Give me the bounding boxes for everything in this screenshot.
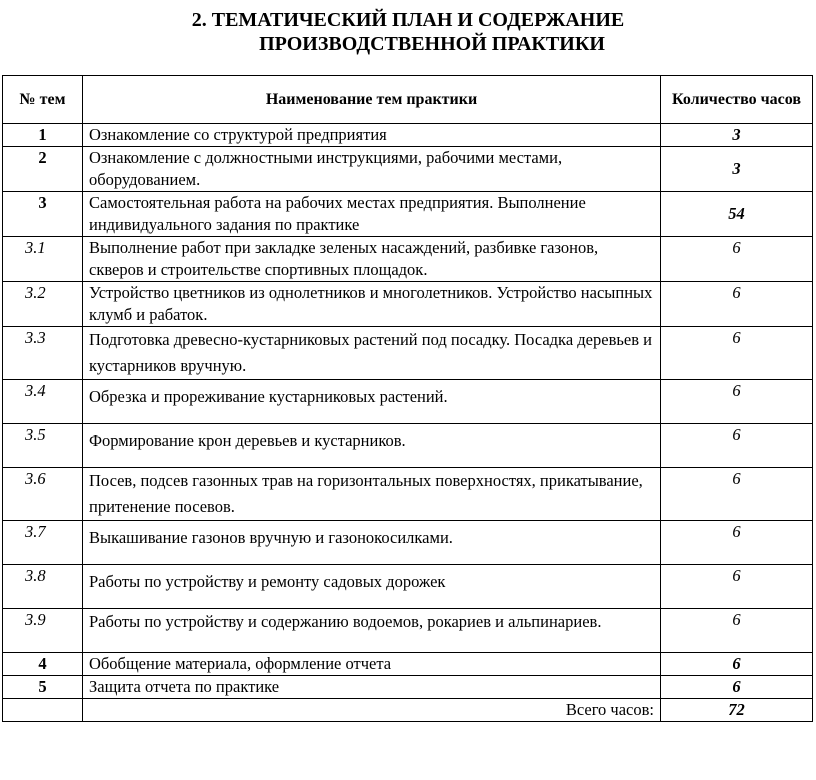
row-hours: 6 bbox=[661, 676, 813, 699]
row-name: Работы по устройству и содержанию водоемов, рокариев и альпинариев. bbox=[83, 609, 661, 653]
row-hours: 6 bbox=[661, 380, 813, 424]
row-name: Ознакомление со структурой предприятия bbox=[83, 124, 661, 147]
row-hours: 6 bbox=[661, 609, 813, 653]
total-empty-cell bbox=[3, 699, 83, 722]
row-num: 3.4 bbox=[3, 380, 83, 424]
thematic-plan-table bbox=[2, 75, 813, 722]
row-hours: 54 bbox=[661, 192, 813, 237]
table-row bbox=[3, 380, 813, 424]
row-num: 3.8 bbox=[3, 565, 83, 609]
row-num: 3.5 bbox=[3, 424, 83, 468]
document-title bbox=[0, 8, 816, 56]
row-hours: 6 bbox=[661, 521, 813, 565]
table-total-row bbox=[3, 699, 813, 722]
row-name: Обобщение материала, оформление отчета bbox=[83, 653, 661, 676]
table-row bbox=[3, 676, 813, 699]
row-num: 3.3 bbox=[3, 327, 83, 380]
row-hours: 3 bbox=[661, 124, 813, 147]
row-name: Устройство цветников из однолетников и многолетников. Устройство насыпных клумб и рабаток. bbox=[83, 282, 661, 327]
header-name: Наименование тем практики bbox=[83, 76, 661, 124]
row-num: 3.7 bbox=[3, 521, 83, 565]
row-name: Посев, подсев газонных трав на горизонтальных поверхностях, прикатывание, притенение посевов. bbox=[83, 468, 661, 521]
row-hours: 6 bbox=[661, 565, 813, 609]
row-name: Формирование крон деревьев и кустарников. bbox=[83, 424, 661, 468]
row-hours: 6 bbox=[661, 237, 813, 282]
row-num: 3 bbox=[3, 192, 83, 237]
row-name: Ознакомление с должностными инструкциями, рабочими местами, оборудованием. bbox=[83, 147, 661, 192]
table-row bbox=[3, 565, 813, 609]
table-row bbox=[3, 192, 813, 237]
table-row bbox=[3, 424, 813, 468]
row-name: Защита отчета по практике bbox=[83, 676, 661, 699]
table-row bbox=[3, 124, 813, 147]
row-name: Подготовка древесно-кустарниковых растений под посадку. Посадка деревьев и кустарников вручную. bbox=[83, 327, 661, 380]
title-line-2: ПРОИЗВОДСТВЕННОЙ ПРАКТИКИ bbox=[259, 33, 605, 55]
row-num: 3.2 bbox=[3, 282, 83, 327]
row-num: 5 bbox=[3, 676, 83, 699]
header-hours: Количество часов bbox=[661, 76, 813, 124]
row-hours: 6 bbox=[661, 468, 813, 521]
table-row bbox=[3, 327, 813, 380]
row-num: 4 bbox=[3, 653, 83, 676]
table-row bbox=[3, 468, 813, 521]
table-row bbox=[3, 609, 813, 653]
table-row bbox=[3, 147, 813, 192]
row-name: Обрезка и прореживание кустарниковых растений. bbox=[83, 380, 661, 424]
total-label: Всего часов: bbox=[83, 699, 661, 722]
table-row bbox=[3, 282, 813, 327]
row-hours: 6 bbox=[661, 653, 813, 676]
row-hours: 6 bbox=[661, 424, 813, 468]
row-name: Выполнение работ при закладке зеленых насаждений, разбивке газонов, скверов и строительстве спортивных площадок. bbox=[83, 237, 661, 282]
row-hours: 6 bbox=[661, 282, 813, 327]
row-name: Самостоятельная работа на рабочих местах предприятия. Выполнение индивидуального задания по практике bbox=[83, 192, 661, 237]
table-row bbox=[3, 521, 813, 565]
row-name: Работы по устройству и ремонту садовых дорожек bbox=[83, 565, 661, 609]
row-hours: 6 bbox=[661, 327, 813, 380]
row-num: 3.6 bbox=[3, 468, 83, 521]
row-name: Выкашивание газонов вручную и газонокосилками. bbox=[83, 521, 661, 565]
row-num: 3.1 bbox=[3, 237, 83, 282]
table-row bbox=[3, 237, 813, 282]
row-hours: 3 bbox=[661, 147, 813, 192]
row-num: 2 bbox=[3, 147, 83, 192]
total-hours: 72 bbox=[661, 699, 813, 722]
table-header-row bbox=[3, 76, 813, 124]
row-num: 1 bbox=[3, 124, 83, 147]
table-row bbox=[3, 653, 813, 676]
title-line-1: 2. ТЕМАТИЧЕСКИЙ ПЛАН И СОДЕРЖАНИЕ bbox=[191, 9, 625, 31]
row-num: 3.9 bbox=[3, 609, 83, 653]
header-num: № тем bbox=[3, 76, 83, 124]
